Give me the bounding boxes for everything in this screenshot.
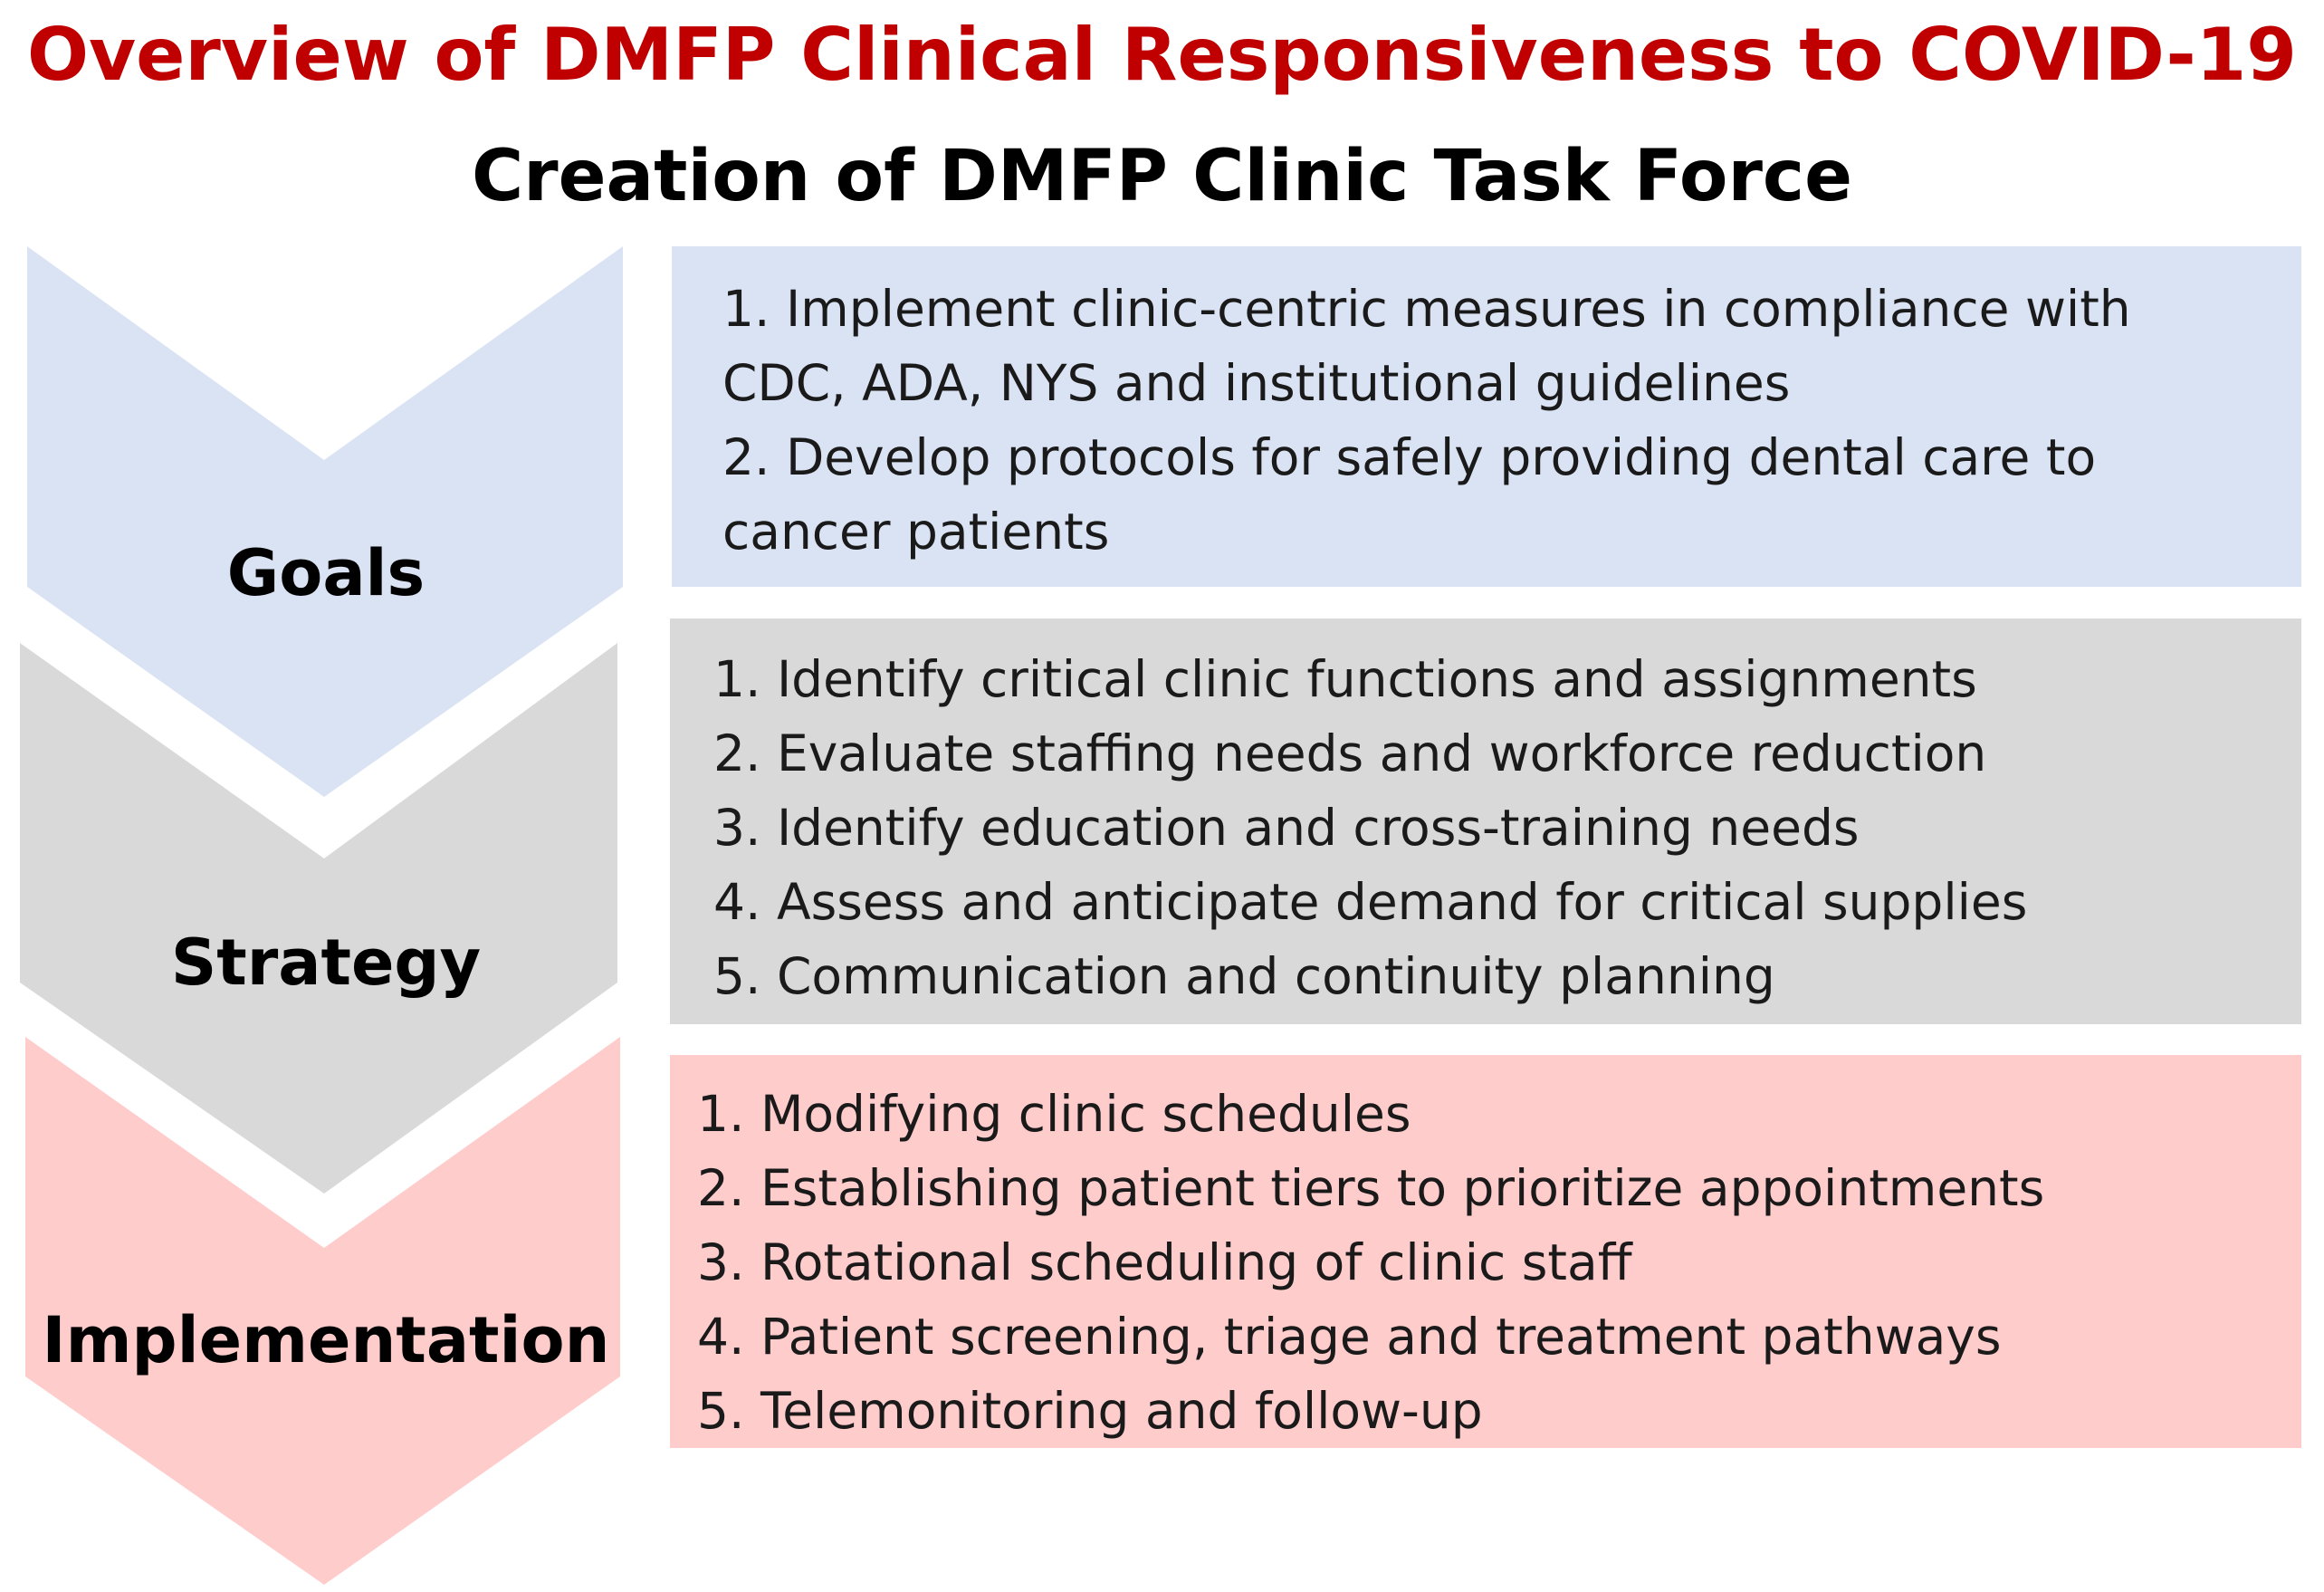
goals-list (722, 272, 2265, 569)
list-item: 1. Identify critical clinic functions and assignments (713, 650, 1977, 708)
stage-label-implementation: Implementation (42, 1303, 610, 1377)
page-subtitle: Creation of DMFP Clinic Task Force (471, 136, 1853, 217)
list-item: 1. Modifying clinic schedules (697, 1085, 1411, 1143)
list-item: 2. Establishing patient tiers to prioritize appointments (697, 1159, 2045, 1217)
list-item: 5. Communication and continuity planning (713, 947, 1775, 1005)
list-item: 3. Identify education and cross-training needs (713, 799, 1860, 857)
strategy-list (713, 642, 2265, 1013)
list-item: 5. Telemonitoring and follow-up (697, 1382, 1483, 1440)
goals-panel (672, 246, 2301, 587)
list-item: 2. Develop protocols for safely providing dental care to cancer patients (722, 428, 2097, 561)
strategy-panel (670, 619, 2301, 1024)
list-item: 3. Rotational scheduling of clinic staff (697, 1233, 1632, 1291)
list-item: 4. Patient screening, triage and treatment pathways (697, 1308, 2002, 1366)
stage-label-strategy: Strategy (170, 925, 482, 1000)
list-item: 1. Implement clinic-centric measures in compliance with CDC, ADA, NYS and institutional guidelines (722, 280, 2131, 412)
implementation-list (697, 1077, 2265, 1448)
page-title: Overview of DMFP Clinical Responsiveness to COVID-19 (27, 13, 2297, 97)
stage-label-goals: Goals (226, 536, 426, 610)
list-item: 2. Evaluate staffing needs and workforce reduction (713, 724, 1987, 782)
implementation-panel (670, 1055, 2301, 1448)
list-item: 4. Assess and anticipate demand for critical supplies (713, 873, 2028, 931)
